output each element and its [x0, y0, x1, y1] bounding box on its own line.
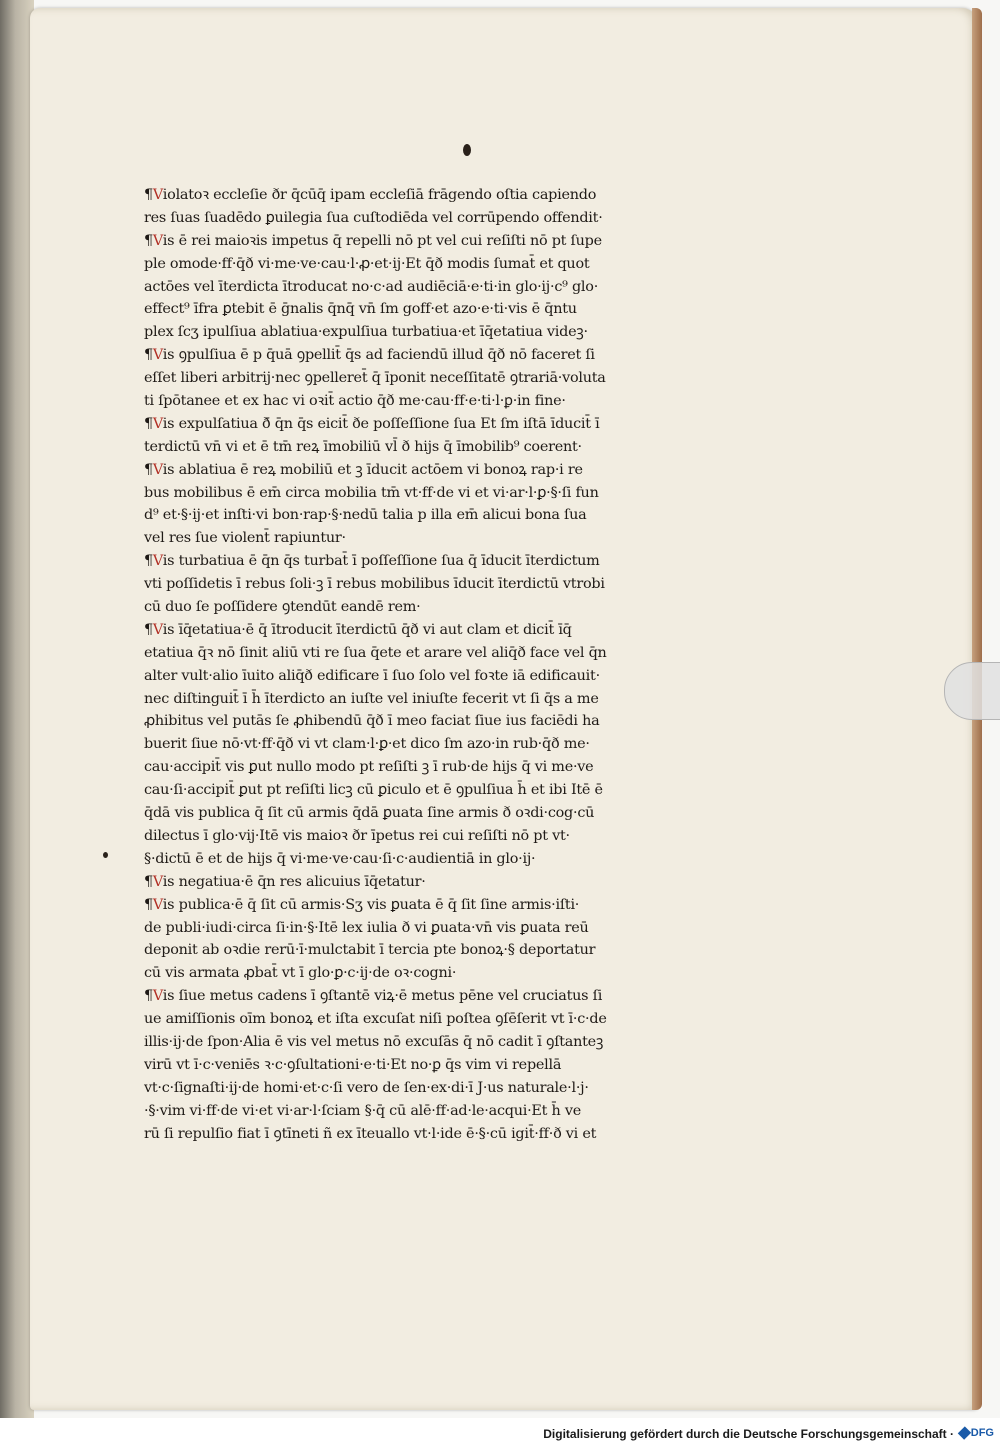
- line-text: rū ſi repulſio fiat ī ꝯtīneti ñ ex īteuallo vt·l·ide ē·§·cū igit̄·ff·ð vi et: [144, 1125, 597, 1142]
- text-line: [144, 527, 729, 550]
- line-text: is ſiue metus cadens ī ꝯſtantē viꝝ·ē metus pēne vel cruciatus ſi: [162, 988, 603, 1005]
- text-line: [144, 344, 729, 367]
- text-line: [144, 1123, 729, 1146]
- line-text: nec diſtinguit̄ ī h̄ īterdicto an iuſte vel iniuſte fecerit vt ſi q̄s a me: [144, 690, 599, 707]
- line-text: vti poſſidetis ī rebus ſoli·ꝫ ī rebus mobilibus īducit īterdictū vtrobi: [144, 576, 605, 593]
- text-line: [144, 436, 729, 459]
- line-text: plex ſcʒ ipulſiua ablatiua·expulſiua turbatiua·et īq̄etatiua videꝫ·: [144, 324, 588, 341]
- pilcrow-mark: ¶: [144, 187, 153, 203]
- line-text: vt·c·ſignaſti·ij·de homi·et·c·ſi vero de ſen·ex·di·ī J·us naturale·l·j·: [144, 1079, 589, 1096]
- footer-bar: [0, 1418, 1000, 1452]
- text-line: [144, 802, 729, 825]
- line-text: ue amiſſionis oīm bonoꝝ et iſta excuſat niſi poſtea ꝯſēſerit vt ī·c·de: [144, 1011, 607, 1028]
- text-line: [144, 825, 729, 848]
- line-text: is īq̄etatiua·ē q̄ ītroducit īterdictū q̄ð vi aut clam et dicit̄ īq̄: [162, 621, 572, 638]
- line-text: ·§·vim vi·ff·de vi·et vi·ar·l·ſciam §·q̄ cū alē·ff·ad·le·acqui·Et h̄ ve: [144, 1102, 582, 1119]
- line-text: virū vt ī·c·veniēs ꝛ·c·ꝯſultationi·e·ti·Et no·ꝑ q̄s vim vi repellā: [144, 1056, 562, 1073]
- line-text: de publi·iudi·circa ſi·in·§·Itē lex iulia ð vi ꝑuata·vn̄ vis ꝑuata reū: [144, 919, 589, 936]
- dfg-logo-icon: [958, 1426, 971, 1439]
- rubricated-initial: V: [152, 415, 163, 432]
- text-line: [144, 619, 729, 642]
- line-text: is publica·ē q̄ ſit cū armis·Sʒ vis ꝑuata ē q̄ ſit ſine armis·iſti·: [162, 896, 580, 913]
- line-text: vel res ſue violent̄ rapiuntur·: [144, 530, 346, 547]
- line-text: is turbatiua ē q̄n q̄s turbat̄ ī poſſeſſione ſua q̄ īducit īterdictum: [162, 553, 600, 570]
- text-line: [144, 413, 729, 436]
- text-line: [144, 459, 729, 482]
- text-line: [144, 939, 729, 962]
- text-line: [144, 230, 729, 253]
- text-line: [144, 1008, 729, 1031]
- text-line: [144, 596, 729, 619]
- line-text: etatiua q̄ꝛ nō ſinit aliū vti re ſua q̄ete et arare vel aliq̄ð face vel q̄n: [144, 644, 607, 661]
- line-text: cū vis armata ꝓbat̄ vt ī glo·ꝑ·c·ij·de oꝛ·cogni·: [144, 965, 457, 982]
- rubricated-initial: V: [152, 347, 163, 364]
- text-line: [144, 733, 729, 756]
- line-text: actōes vel īterdicta ītroducat no·c·ad audiēciā·e·ti·in glo·ij·c⁹ glo·: [144, 278, 599, 295]
- text-line: [144, 573, 729, 596]
- rubricated-initial: V: [152, 896, 163, 913]
- text-line: [144, 1077, 729, 1100]
- line-text: iolatoꝛ eccleſie ðr q̄cūq̄ ipam eccleſiā frāgendo oſtia capiendo: [162, 187, 597, 203]
- text-line: [144, 665, 729, 688]
- text-line: [144, 710, 729, 733]
- line-text: is ꝯpulſiua ē p q̄uā ꝯpellit̄ q̄s ad faciendū illud q̄ð nō faceret ſi: [162, 347, 595, 364]
- pilcrow-mark: ¶: [144, 347, 153, 364]
- rubricated-initial: V: [152, 873, 163, 890]
- pilcrow-mark: ¶: [144, 621, 153, 638]
- text-line: [144, 756, 729, 779]
- line-text: ꝓhibitus vel putās ſe ꝓhibendū q̄ð ī meo faciat ſiue ius faciēdi ha: [144, 713, 600, 730]
- line-text: is expulſatiua ð̄ q̄n q̄s eicit̄ ðe poſſeſſione ſua Et ſm iſtā īducit̄ ī: [162, 415, 600, 432]
- line-text: is negatiua·ē q̄n res alicuius īq̄etatur·: [162, 873, 426, 890]
- line-text: d⁹ et·§·ij·et inſti·vi bon·rap·§·nedū talia p illa em̄ alicui bona ſua: [144, 507, 587, 524]
- line-text: is ablatiua ē reꝝ mobiliū et ꝫ īducit actōem vi bonoꝝ rap·i re: [162, 461, 583, 478]
- text-line: [144, 253, 729, 276]
- text-line: [144, 298, 729, 321]
- line-text: §·dictū ē et de hijs q̄ vi·me·ve·cau·ſi·c·audientiā in glo·ij·: [144, 850, 536, 867]
- line-text: illis·ij·de ſpon·Alia ē vis vel metus nō excuſās q̄ nō cadit ī ꝯſtanteꝫ: [144, 1033, 604, 1050]
- text-line: [144, 184, 729, 207]
- line-text: bus mobilibus ē em̄ circa mobilia tm̄ vt·ff·de vi et vi·ar·l·ꝑ·§·ſi fun: [144, 484, 599, 501]
- text-line: [144, 1054, 729, 1077]
- line-text: deponit ab oꝛdie rerū·ī·mulctabit ī tercia pte bonoꝝ·§ deportatur: [144, 942, 596, 959]
- pilcrow-mark: ¶: [144, 896, 153, 913]
- text-line: [144, 207, 729, 230]
- line-text: cū duo ſe poſſidere ꝯtendūt eandē rem·: [144, 599, 421, 616]
- line-text: q̄dā vis publica q̄ ſit cū armis q̄dā ꝑuata ſine armis ð oꝛdi·cog·cū: [144, 805, 595, 822]
- rubricated-initial: V: [152, 988, 163, 1005]
- line-text: eſſet liberi arbitrij·nec ꝯpelleret̄ q̄ īponit neceſſitatē ꝯtrariā·voluta: [144, 370, 606, 387]
- text-line: [144, 367, 729, 390]
- facing-page-fold: [0, 150, 31, 1150]
- text-line: [144, 276, 729, 299]
- page-tab-marker: [944, 662, 1000, 720]
- text-line: [144, 642, 729, 665]
- rubricated-initial: V: [152, 232, 163, 249]
- line-text: dilectus ī glo·vij·Itē vis maioꝛ ðr īpetus rei cui reſiſti nō pt vt·: [144, 827, 570, 844]
- line-text: ti ſpōtanee et ex hac vi oꝛit̄ actio q̄ð me·cau·ff·e·ti·l·ꝑ·in fine·: [144, 393, 566, 410]
- line-text: terdictū vn̄ vi et ē tm̄ reꝝ īmobiliū vl̄ ð hijs q̄ īmobilib⁹ coerent·: [144, 438, 582, 455]
- text-line: [144, 504, 729, 527]
- text-line: [144, 962, 729, 985]
- pilcrow-mark: ¶: [144, 415, 153, 432]
- pilcrow-mark: ¶: [144, 232, 153, 249]
- rubricated-initial: V: [152, 621, 163, 638]
- text-line: [144, 917, 729, 940]
- line-text: is ē rei maioꝛis impetus q̄ repelli nō pt vel cui reſiſti nō pt ſupe: [162, 232, 602, 249]
- text-line: [144, 779, 729, 802]
- pilcrow-mark: ¶: [144, 873, 153, 890]
- rubricated-initial: V: [152, 553, 163, 570]
- pilcrow-mark: ¶: [144, 988, 153, 1005]
- line-text: buerit ſiue nō·vt·ff·q̄ð vi vt clam·l·ꝑ·et dico ſm azo·in rub·q̄ð me·: [144, 736, 590, 753]
- rubricated-initial: V: [152, 187, 163, 203]
- text-line: [144, 321, 729, 344]
- line-text: res ſuas ſuadēdo ꝑuilegia ſua cuſtodiēda vel corrūpendo offendit·: [144, 209, 603, 226]
- main-text-block: [144, 184, 729, 1145]
- line-text: cau·ſi·accipit̄ ꝑut pt reſiſti licꝫ cū ꝑiculo et ē ꝯpulſiua h̄ et ibi Itē ē: [144, 782, 603, 799]
- text-line: [144, 1100, 729, 1123]
- text-line: [144, 688, 729, 711]
- line-text: cau·accipit̄ vis ꝑut nullo modo pt reſiſti ꝫ ī rub·de hijs q̄ vi me·ve: [144, 759, 594, 776]
- line-text: alter vult·alio īuito aliq̄ð edificare ī ſuo ſolo vel foꝛte iā edificauit·: [144, 667, 600, 684]
- pilcrow-mark: ¶: [144, 461, 153, 478]
- dfg-logo-text: DFG: [970, 1427, 994, 1439]
- pilcrow-mark: ¶: [144, 553, 153, 570]
- text-line: [144, 848, 729, 871]
- text-line: [144, 482, 729, 505]
- text-line: [144, 390, 729, 413]
- text-line: [144, 894, 729, 917]
- rubricated-initial: V: [152, 461, 163, 478]
- text-line: [144, 1031, 729, 1054]
- text-line: [144, 550, 729, 573]
- ink-dot: [103, 852, 108, 858]
- line-text: ple omode·ff·q̄ð vi·me·ve·cau·l·ꝓ·et·ij·Et q̄ð modis ſumat̄ et quot: [144, 255, 590, 272]
- dfg-logo: [960, 1425, 994, 1441]
- text-line: [144, 985, 729, 1008]
- ink-dot: [463, 144, 471, 156]
- text-line: [144, 871, 729, 894]
- funding-credit: Digitalisierung gefördert durch die Deutsche Forschungsgemeinschaft ·: [543, 1427, 954, 1441]
- line-text: effect⁹ īfra ꝑtebit ē ḡnalis q̄nq̄ vn̄ ſm goff·et azo·e·ti·vis ē q̄ntu: [144, 301, 577, 318]
